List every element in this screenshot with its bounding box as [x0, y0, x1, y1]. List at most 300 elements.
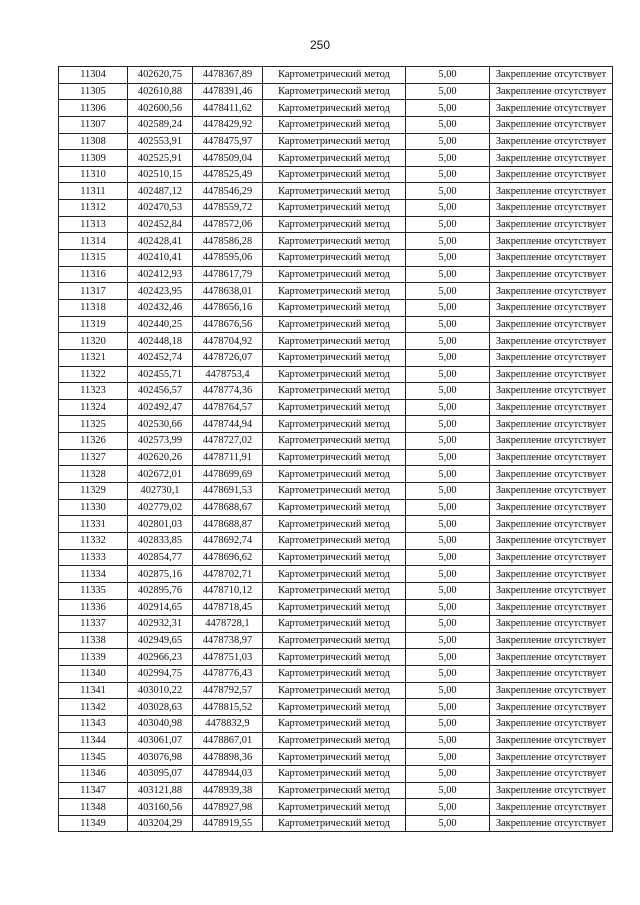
- x-coordinate-cell: 402423,95: [128, 283, 193, 300]
- point-number-cell: 11316: [59, 266, 128, 283]
- x-coordinate-cell: 402875,16: [128, 566, 193, 583]
- accuracy-cell: 5,00: [406, 516, 490, 533]
- y-coordinate-cell: 4478815,52: [193, 699, 263, 716]
- fixing-description-cell: Закрепление отсутствует: [490, 333, 613, 350]
- table-row: [59, 283, 613, 300]
- x-coordinate-cell: 403076,98: [128, 749, 193, 766]
- accuracy-cell: 5,00: [406, 799, 490, 816]
- y-coordinate-cell: 4478744,94: [193, 416, 263, 433]
- table-row: [59, 682, 613, 699]
- table-row: [59, 666, 613, 683]
- x-coordinate-cell: 402994,75: [128, 666, 193, 683]
- table-row: [59, 366, 613, 383]
- accuracy-cell: 5,00: [406, 399, 490, 416]
- x-coordinate-cell: 402553,91: [128, 133, 193, 150]
- table-row: [59, 549, 613, 566]
- fixing-description-cell: Закрепление отсутствует: [490, 266, 613, 283]
- fixing-description-cell: Закрепление отсутствует: [490, 682, 613, 699]
- y-coordinate-cell: 4478411,62: [193, 100, 263, 117]
- accuracy-cell: 5,00: [406, 349, 490, 366]
- accuracy-cell: 5,00: [406, 150, 490, 167]
- table-row: [59, 516, 613, 533]
- y-coordinate-cell: 4478699,69: [193, 466, 263, 483]
- method-cell: Картометрический метод: [263, 183, 406, 200]
- table-row: [59, 100, 613, 117]
- accuracy-cell: 5,00: [406, 732, 490, 749]
- point-number-cell: 11338: [59, 632, 128, 649]
- y-coordinate-cell: 4478391,46: [193, 83, 263, 100]
- x-coordinate-cell: 402779,02: [128, 499, 193, 516]
- y-coordinate-cell: 4478691,53: [193, 483, 263, 500]
- accuracy-cell: 5,00: [406, 67, 490, 84]
- y-coordinate-cell: 4478696,62: [193, 549, 263, 566]
- accuracy-cell: 5,00: [406, 116, 490, 133]
- fixing-description-cell: Закрепление отсутствует: [490, 466, 613, 483]
- point-number-cell: 11324: [59, 399, 128, 416]
- table-row: [59, 616, 613, 633]
- accuracy-cell: 5,00: [406, 316, 490, 333]
- fixing-description-cell: Закрепление отсутствует: [490, 216, 613, 233]
- fixing-description-cell: Закрепление отсутствует: [490, 599, 613, 616]
- table-row: [59, 250, 613, 267]
- y-coordinate-cell: 4478727,02: [193, 433, 263, 450]
- point-number-cell: 11319: [59, 316, 128, 333]
- fixing-description-cell: Закрепление отсутствует: [490, 150, 613, 167]
- x-coordinate-cell: 402600,56: [128, 100, 193, 117]
- point-number-cell: 11340: [59, 666, 128, 683]
- x-coordinate-cell: 403028,63: [128, 699, 193, 716]
- coordinates-table: [58, 66, 613, 832]
- point-number-cell: 11308: [59, 133, 128, 150]
- method-cell: Картометрический метод: [263, 399, 406, 416]
- y-coordinate-cell: 4478726,07: [193, 349, 263, 366]
- method-cell: Картометрический метод: [263, 216, 406, 233]
- point-number-cell: 11328: [59, 466, 128, 483]
- fixing-description-cell: Закрепление отсутствует: [490, 549, 613, 566]
- table-row: [59, 349, 613, 366]
- point-number-cell: 11332: [59, 532, 128, 549]
- accuracy-cell: 5,00: [406, 416, 490, 433]
- y-coordinate-cell: 4478595,06: [193, 250, 263, 267]
- method-cell: Картометрический метод: [263, 499, 406, 516]
- x-coordinate-cell: 402914,65: [128, 599, 193, 616]
- accuracy-cell: 5,00: [406, 549, 490, 566]
- x-coordinate-cell: 402949,65: [128, 632, 193, 649]
- fixing-description-cell: Закрепление отсутствует: [490, 765, 613, 782]
- x-coordinate-cell: 402470,53: [128, 200, 193, 217]
- y-coordinate-cell: 4478688,87: [193, 516, 263, 533]
- accuracy-cell: 5,00: [406, 233, 490, 250]
- fixing-description-cell: Закрепление отсутствует: [490, 582, 613, 599]
- table-row: [59, 183, 613, 200]
- fixing-description-cell: Закрепление отсутствует: [490, 699, 613, 716]
- method-cell: Картометрический метод: [263, 266, 406, 283]
- x-coordinate-cell: 402428,41: [128, 233, 193, 250]
- fixing-description-cell: Закрепление отсутствует: [490, 516, 613, 533]
- fixing-description-cell: Закрепление отсутствует: [490, 433, 613, 450]
- method-cell: Картометрический метод: [263, 299, 406, 316]
- method-cell: Картометрический метод: [263, 483, 406, 500]
- method-cell: Картометрический метод: [263, 782, 406, 799]
- fixing-description-cell: Закрепление отсутствует: [490, 649, 613, 666]
- point-number-cell: 11335: [59, 582, 128, 599]
- fixing-description-cell: Закрепление отсутствует: [490, 250, 613, 267]
- x-coordinate-cell: 402487,12: [128, 183, 193, 200]
- x-coordinate-cell: 402833,85: [128, 532, 193, 549]
- fixing-description-cell: Закрепление отсутствует: [490, 116, 613, 133]
- point-number-cell: 11347: [59, 782, 128, 799]
- method-cell: Картометрический метод: [263, 566, 406, 583]
- point-number-cell: 11325: [59, 416, 128, 433]
- point-number-cell: 11343: [59, 715, 128, 732]
- table-row: [59, 266, 613, 283]
- x-coordinate-cell: 402455,71: [128, 366, 193, 383]
- y-coordinate-cell: 4478764,57: [193, 399, 263, 416]
- point-number-cell: 11323: [59, 383, 128, 400]
- x-coordinate-cell: 403095,07: [128, 765, 193, 782]
- point-number-cell: 11333: [59, 549, 128, 566]
- y-coordinate-cell: 4478944,03: [193, 765, 263, 782]
- fixing-description-cell: Закрепление отсутствует: [490, 616, 613, 633]
- accuracy-cell: 5,00: [406, 100, 490, 117]
- accuracy-cell: 5,00: [406, 566, 490, 583]
- method-cell: Картометрический метод: [263, 632, 406, 649]
- point-number-cell: 11344: [59, 732, 128, 749]
- x-coordinate-cell: 403061,07: [128, 732, 193, 749]
- method-cell: Картометрический метод: [263, 67, 406, 84]
- table-row: [59, 699, 613, 716]
- method-cell: Картометрический метод: [263, 699, 406, 716]
- table-row: [59, 383, 613, 400]
- method-cell: Картометрический метод: [263, 749, 406, 766]
- x-coordinate-cell: 402801,03: [128, 516, 193, 533]
- fixing-description-cell: Закрепление отсутствует: [490, 632, 613, 649]
- accuracy-cell: 5,00: [406, 166, 490, 183]
- method-cell: Картометрический метод: [263, 166, 406, 183]
- table-row: [59, 67, 613, 84]
- accuracy-cell: 5,00: [406, 433, 490, 450]
- point-number-cell: 11318: [59, 299, 128, 316]
- accuracy-cell: 5,00: [406, 666, 490, 683]
- y-coordinate-cell: 4478525,49: [193, 166, 263, 183]
- table-row: [59, 166, 613, 183]
- fixing-description-cell: Закрепление отсутствует: [490, 566, 613, 583]
- point-number-cell: 11310: [59, 166, 128, 183]
- table-row: [59, 133, 613, 150]
- x-coordinate-cell: 403160,56: [128, 799, 193, 816]
- y-coordinate-cell: 4478692,74: [193, 532, 263, 549]
- table-row: [59, 599, 613, 616]
- method-cell: Картометрический метод: [263, 316, 406, 333]
- x-coordinate-cell: 402730,1: [128, 483, 193, 500]
- accuracy-cell: 5,00: [406, 682, 490, 699]
- fixing-description-cell: Закрепление отсутствует: [490, 133, 613, 150]
- table-row: [59, 499, 613, 516]
- page-number: 250: [309, 38, 331, 52]
- table-row: [59, 216, 613, 233]
- fixing-description-cell: Закрепление отсутствует: [490, 349, 613, 366]
- point-number-cell: 11309: [59, 150, 128, 167]
- x-coordinate-cell: 402432,46: [128, 299, 193, 316]
- table-row: [59, 649, 613, 666]
- fixing-description-cell: Закрепление отсутствует: [490, 67, 613, 84]
- table-row: [59, 715, 613, 732]
- point-number-cell: 11322: [59, 366, 128, 383]
- x-coordinate-cell: 402573,99: [128, 433, 193, 450]
- point-number-cell: 11306: [59, 100, 128, 117]
- y-coordinate-cell: 4478572,06: [193, 216, 263, 233]
- method-cell: Картометрический метод: [263, 815, 406, 832]
- fixing-description-cell: Закрепление отсутствует: [490, 666, 613, 683]
- table-row: [59, 150, 613, 167]
- table-row: [59, 765, 613, 782]
- fixing-description-cell: Закрепление отсутствует: [490, 366, 613, 383]
- y-coordinate-cell: 4478429,92: [193, 116, 263, 133]
- x-coordinate-cell: 403040,98: [128, 715, 193, 732]
- point-number-cell: 11349: [59, 815, 128, 832]
- method-cell: Картометрический метод: [263, 133, 406, 150]
- table-row: [59, 732, 613, 749]
- fixing-description-cell: Закрепление отсутствует: [490, 416, 613, 433]
- point-number-cell: 11307: [59, 116, 128, 133]
- accuracy-cell: 5,00: [406, 632, 490, 649]
- accuracy-cell: 5,00: [406, 616, 490, 633]
- y-coordinate-cell: 4478792,57: [193, 682, 263, 699]
- accuracy-cell: 5,00: [406, 649, 490, 666]
- method-cell: Картометрический метод: [263, 715, 406, 732]
- point-number-cell: 11348: [59, 799, 128, 816]
- x-coordinate-cell: 402932,31: [128, 616, 193, 633]
- point-number-cell: 11305: [59, 83, 128, 100]
- y-coordinate-cell: 4478509,04: [193, 150, 263, 167]
- accuracy-cell: 5,00: [406, 699, 490, 716]
- y-coordinate-cell: 4478617,79: [193, 266, 263, 283]
- accuracy-cell: 5,00: [406, 782, 490, 799]
- y-coordinate-cell: 4478728,1: [193, 616, 263, 633]
- method-cell: Картометрический метод: [263, 765, 406, 782]
- method-cell: Картометрический метод: [263, 366, 406, 383]
- point-number-cell: 11336: [59, 599, 128, 616]
- x-coordinate-cell: 402966,23: [128, 649, 193, 666]
- method-cell: Картометрический метод: [263, 83, 406, 100]
- table-row: [59, 632, 613, 649]
- accuracy-cell: 5,00: [406, 815, 490, 832]
- x-coordinate-cell: 402610,88: [128, 83, 193, 100]
- x-coordinate-cell: 402525,91: [128, 150, 193, 167]
- point-number-cell: 11331: [59, 516, 128, 533]
- y-coordinate-cell: 4478718,45: [193, 599, 263, 616]
- y-coordinate-cell: 4478711,91: [193, 449, 263, 466]
- point-number-cell: 11342: [59, 699, 128, 716]
- x-coordinate-cell: 402672,01: [128, 466, 193, 483]
- method-cell: Картометрический метод: [263, 383, 406, 400]
- fixing-description-cell: Закрепление отсутствует: [490, 499, 613, 516]
- method-cell: Картометрический метод: [263, 449, 406, 466]
- x-coordinate-cell: 402448,18: [128, 333, 193, 350]
- y-coordinate-cell: 4478367,89: [193, 67, 263, 84]
- fixing-description-cell: Закрепление отсутствует: [490, 449, 613, 466]
- x-coordinate-cell: 402412,93: [128, 266, 193, 283]
- fixing-description-cell: Закрепление отсутствует: [490, 399, 613, 416]
- y-coordinate-cell: 4478867,01: [193, 732, 263, 749]
- point-number-cell: 11345: [59, 749, 128, 766]
- table-row: [59, 399, 613, 416]
- table-row: [59, 416, 613, 433]
- method-cell: Картометрический метод: [263, 333, 406, 350]
- method-cell: Картометрический метод: [263, 599, 406, 616]
- fixing-description-cell: Закрепление отсутствует: [490, 233, 613, 250]
- method-cell: Картометрический метод: [263, 466, 406, 483]
- y-coordinate-cell: 4478704,92: [193, 333, 263, 350]
- table-row: [59, 799, 613, 816]
- table-row: [59, 532, 613, 549]
- y-coordinate-cell: 4478738,97: [193, 632, 263, 649]
- accuracy-cell: 5,00: [406, 582, 490, 599]
- fixing-description-cell: Закрепление отсутствует: [490, 532, 613, 549]
- accuracy-cell: 5,00: [406, 283, 490, 300]
- y-coordinate-cell: 4478546,29: [193, 183, 263, 200]
- fixing-description-cell: Закрепление отсутствует: [490, 299, 613, 316]
- fixing-description-cell: Закрепление отсутствует: [490, 283, 613, 300]
- accuracy-cell: 5,00: [406, 250, 490, 267]
- table-row: [59, 483, 613, 500]
- point-number-cell: 11327: [59, 449, 128, 466]
- x-coordinate-cell: 402895,76: [128, 582, 193, 599]
- point-number-cell: 11315: [59, 250, 128, 267]
- x-coordinate-cell: 402440,25: [128, 316, 193, 333]
- table-row: [59, 200, 613, 217]
- accuracy-cell: 5,00: [406, 333, 490, 350]
- accuracy-cell: 5,00: [406, 532, 490, 549]
- accuracy-cell: 5,00: [406, 765, 490, 782]
- x-coordinate-cell: 402452,74: [128, 349, 193, 366]
- method-cell: Картометрический метод: [263, 200, 406, 217]
- coordinates-table-body: [59, 67, 613, 832]
- point-number-cell: 11326: [59, 433, 128, 450]
- table-row: [59, 316, 613, 333]
- table-row: [59, 749, 613, 766]
- table-row: [59, 466, 613, 483]
- fixing-description-cell: Закрепление отсутствует: [490, 166, 613, 183]
- fixing-description-cell: Закрепление отсутствует: [490, 316, 613, 333]
- table-row: [59, 299, 613, 316]
- fixing-description-cell: Закрепление отсутствует: [490, 83, 613, 100]
- accuracy-cell: 5,00: [406, 266, 490, 283]
- table-row: [59, 782, 613, 799]
- point-number-cell: 11346: [59, 765, 128, 782]
- accuracy-cell: 5,00: [406, 466, 490, 483]
- x-coordinate-cell: 402510,15: [128, 166, 193, 183]
- y-coordinate-cell: 4478898,36: [193, 749, 263, 766]
- x-coordinate-cell: 403121,88: [128, 782, 193, 799]
- accuracy-cell: 5,00: [406, 133, 490, 150]
- y-coordinate-cell: 4478753,4: [193, 366, 263, 383]
- y-coordinate-cell: 4478676,56: [193, 316, 263, 333]
- y-coordinate-cell: 4478586,28: [193, 233, 263, 250]
- method-cell: Картометрический метод: [263, 349, 406, 366]
- method-cell: Картометрический метод: [263, 666, 406, 683]
- accuracy-cell: 5,00: [406, 216, 490, 233]
- accuracy-cell: 5,00: [406, 749, 490, 766]
- method-cell: Картометрический метод: [263, 549, 406, 566]
- method-cell: Картометрический метод: [263, 616, 406, 633]
- point-number-cell: 11320: [59, 333, 128, 350]
- y-coordinate-cell: 4478776,43: [193, 666, 263, 683]
- method-cell: Картометрический метод: [263, 582, 406, 599]
- method-cell: Картометрический метод: [263, 100, 406, 117]
- y-coordinate-cell: 4478774,36: [193, 383, 263, 400]
- x-coordinate-cell: 403204,29: [128, 815, 193, 832]
- point-number-cell: 11321: [59, 349, 128, 366]
- table-row: [59, 116, 613, 133]
- fixing-description-cell: Закрепление отсутствует: [490, 483, 613, 500]
- x-coordinate-cell: 403010,22: [128, 682, 193, 699]
- point-number-cell: 11314: [59, 233, 128, 250]
- table-row: [59, 449, 613, 466]
- table-row: [59, 333, 613, 350]
- point-number-cell: 11304: [59, 67, 128, 84]
- method-cell: Картометрический метод: [263, 433, 406, 450]
- accuracy-cell: 5,00: [406, 83, 490, 100]
- x-coordinate-cell: 402456,57: [128, 383, 193, 400]
- accuracy-cell: 5,00: [406, 449, 490, 466]
- accuracy-cell: 5,00: [406, 183, 490, 200]
- x-coordinate-cell: 402620,26: [128, 449, 193, 466]
- accuracy-cell: 5,00: [406, 366, 490, 383]
- fixing-description-cell: Закрепление отсутствует: [490, 799, 613, 816]
- table-row: [59, 233, 613, 250]
- y-coordinate-cell: 4478710,12: [193, 582, 263, 599]
- method-cell: Картометрический метод: [263, 799, 406, 816]
- y-coordinate-cell: 4478751,03: [193, 649, 263, 666]
- x-coordinate-cell: 402589,24: [128, 116, 193, 133]
- method-cell: Картометрический метод: [263, 682, 406, 699]
- accuracy-cell: 5,00: [406, 383, 490, 400]
- table-row: [59, 83, 613, 100]
- method-cell: Картометрический метод: [263, 150, 406, 167]
- fixing-description-cell: Закрепление отсутствует: [490, 815, 613, 832]
- method-cell: Картометрический метод: [263, 532, 406, 549]
- x-coordinate-cell: 402492,47: [128, 399, 193, 416]
- point-number-cell: 11311: [59, 183, 128, 200]
- point-number-cell: 11337: [59, 616, 128, 633]
- method-cell: Картометрический метод: [263, 732, 406, 749]
- method-cell: Картометрический метод: [263, 250, 406, 267]
- y-coordinate-cell: 4478832,9: [193, 715, 263, 732]
- y-coordinate-cell: 4478656,16: [193, 299, 263, 316]
- x-coordinate-cell: 402410,41: [128, 250, 193, 267]
- x-coordinate-cell: 402530,66: [128, 416, 193, 433]
- accuracy-cell: 5,00: [406, 715, 490, 732]
- method-cell: Картометрический метод: [263, 516, 406, 533]
- accuracy-cell: 5,00: [406, 599, 490, 616]
- point-number-cell: 11334: [59, 566, 128, 583]
- x-coordinate-cell: 402620,75: [128, 67, 193, 84]
- accuracy-cell: 5,00: [406, 200, 490, 217]
- fixing-description-cell: Закрепление отсутствует: [490, 715, 613, 732]
- point-number-cell: 11330: [59, 499, 128, 516]
- point-number-cell: 11339: [59, 649, 128, 666]
- point-number-cell: 11313: [59, 216, 128, 233]
- y-coordinate-cell: 4478927,98: [193, 799, 263, 816]
- y-coordinate-cell: 4478475,97: [193, 133, 263, 150]
- fixing-description-cell: Закрепление отсутствует: [490, 183, 613, 200]
- y-coordinate-cell: 4478919,55: [193, 815, 263, 832]
- method-cell: Картометрический метод: [263, 116, 406, 133]
- method-cell: Картометрический метод: [263, 233, 406, 250]
- method-cell: Картометрический метод: [263, 649, 406, 666]
- point-number-cell: 11317: [59, 283, 128, 300]
